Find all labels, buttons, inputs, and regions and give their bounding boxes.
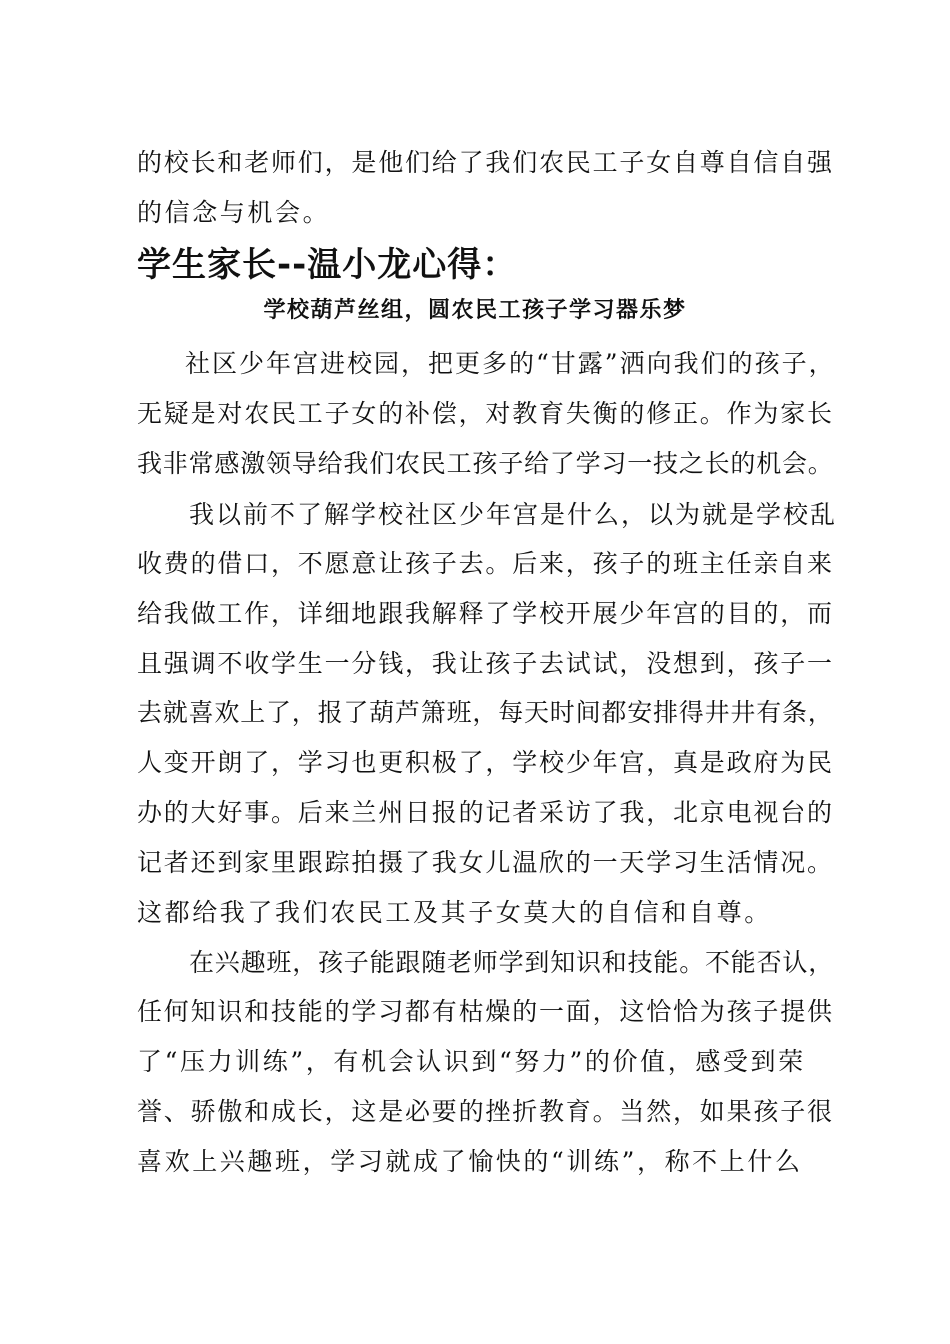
- paragraph-1-line-1: 社区少年宫进校园，把更多的“甘露”洒向我们的孩子，: [185, 349, 836, 378]
- paragraph-3-line-3: 了“压力训练”，有机会认识到“努力”的价值，感受到荣: [137, 1047, 806, 1076]
- paragraph-2-line-9: 这都给我了我们农民工及其子女莫大的自信和自尊。: [137, 898, 772, 927]
- paragraph-3-line-1: 在兴趣班，孩子能跟随老师学到知识和技能。不能否认，: [189, 948, 835, 977]
- paragraph-2-line-7: 办的大好事。后来兰州日报的记者采访了我，北京电视台的: [137, 798, 834, 827]
- paragraph-2-line-4: 且强调不收学生一分钱，我让孩子去试试，没想到，孩子一: [137, 649, 834, 678]
- paragraph-1-line-2: 无疑是对农民工子女的补偿，对教育失衡的修正。作为家长: [137, 399, 834, 428]
- paragraph-3-line-5: 喜欢上兴趣班，学习就成了愉快的“训练”，称不上什么: [137, 1147, 803, 1176]
- paragraph-3-line-2: 任何知识和技能的学习都有枯燥的一面，这恰恰为孩子提供: [137, 997, 834, 1026]
- paragraph-3-line-4: 誉、骄傲和成长，这是必要的挫折教育。当然，如果孩子很: [137, 1097, 834, 1126]
- paragraph-2-line-3: 给我做工作，详细地跟我解释了学校开展少年宫的目的，而: [137, 599, 834, 628]
- paragraph-2-line-5: 去就喜欢上了，报了葫芦箫班，每天时间都安排得井井有条，: [137, 698, 834, 727]
- intro-line-2: 的信念与机会。: [137, 198, 331, 227]
- paragraph-2-line-2: 收费的借口，不愿意让孩子去。后来，孩子的班主任亲自来: [137, 549, 834, 578]
- section-heading: 学生家长--温小龙心得：: [137, 245, 518, 285]
- paragraph-2-line-6: 人变开朗了，学习也更积极了，学校少年宫，真是政府为民: [137, 748, 834, 777]
- paragraph-2-line-1: 我以前不了解学校社区少年宫是什么，以为就是学校乱: [189, 500, 838, 529]
- intro-line-1: 的校长和老师们，是他们给了我们农民工子女自尊自信自强: [137, 148, 834, 177]
- section-subheading: 学校葫芦丝组，圆农民工孩子学习器乐梦: [263, 298, 687, 323]
- paragraph-1-line-3: 我非常感激领导给我们农民工孩子给了学习一技之长的机会。: [137, 449, 834, 478]
- paragraph-2-line-8: 记者还到家里跟踪拍摄了我女儿温欣的一天学习生活情况。: [137, 848, 834, 877]
